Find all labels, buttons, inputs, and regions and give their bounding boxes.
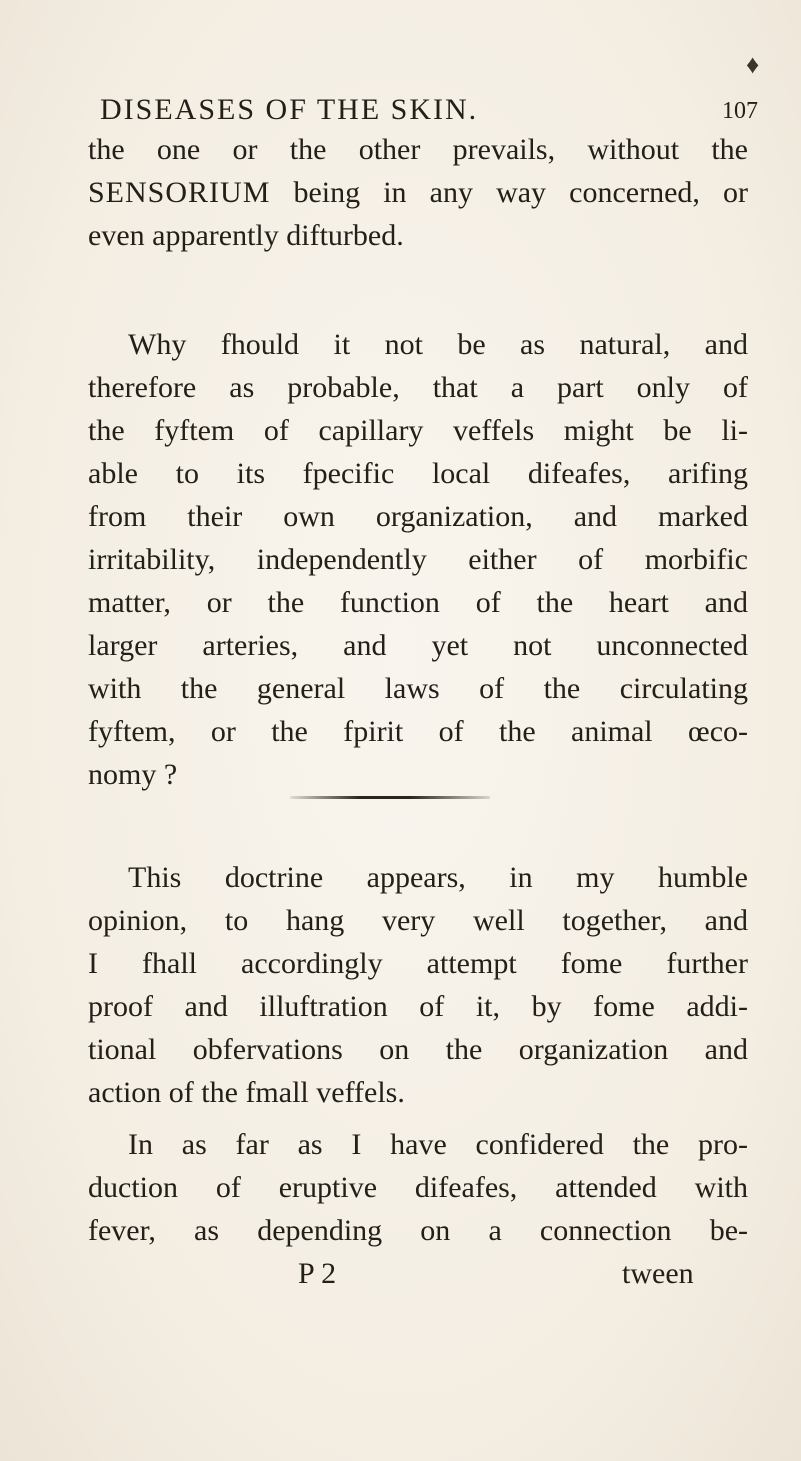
text-line: nomy ?: [88, 758, 178, 791]
text-line: fever, as depending on a connection be-: [88, 1214, 748, 1247]
paragraph-3: [88, 856, 748, 1114]
text-line: action of the fmall veffels.: [88, 1076, 405, 1109]
paragraph-4: [88, 1123, 748, 1252]
text-line: with the general laws of the circulating: [88, 672, 748, 705]
text-line: the one or the other prevails, without the: [88, 133, 748, 166]
text-line: matter, or the function of the heart and: [88, 586, 748, 619]
signature-mark: P 2: [298, 1257, 337, 1290]
text-line: tional obfervations on the organization and: [88, 1033, 748, 1066]
text-line: larger arteries, and yet not unconnected: [88, 629, 748, 662]
paragraph-2: [88, 323, 748, 796]
printer-ornament: ♦: [746, 50, 760, 79]
text-line: This doctrine appears, in my humble: [128, 861, 748, 894]
text-line: therefore as probable, that a part only of: [88, 371, 748, 404]
text-line: fyftem, or the fpirit of the animal œco-: [88, 715, 748, 748]
text-fragment: being in any way concerned, or: [270, 176, 748, 209]
text-line: even apparently difturbed.: [88, 219, 404, 252]
sensorium-term: SENSORIUM: [88, 176, 271, 209]
section-divider-rule: [290, 796, 490, 799]
text-line: able to its fpecific local difeafes, arifing: [88, 457, 748, 490]
text-line: irritability, independently either of morbific: [88, 543, 748, 576]
catchword: tween: [622, 1257, 694, 1290]
text-line: opinion, to hang very well together, and: [88, 904, 748, 937]
text-line: Why fhould it not be as natural, and: [128, 328, 748, 361]
text-line: proof and illuftration of it, by fome addi-: [88, 990, 748, 1023]
text-line: duction of eruptive difeafes, attended with: [88, 1171, 748, 1204]
running-head: DISEASES OF THE SKIN.: [100, 93, 479, 126]
text-line: I fhall accordingly attempt fome further: [88, 947, 748, 980]
page-number: 107: [722, 98, 758, 124]
paragraph-1: [88, 128, 748, 257]
text-line: from their own organization, and marked: [88, 500, 748, 533]
text-line: [88, 171, 748, 214]
text-line: the fyftem of capillary veffels might be li-: [88, 414, 748, 447]
text-line: In as far as I have confidered the pro-: [128, 1128, 748, 1161]
